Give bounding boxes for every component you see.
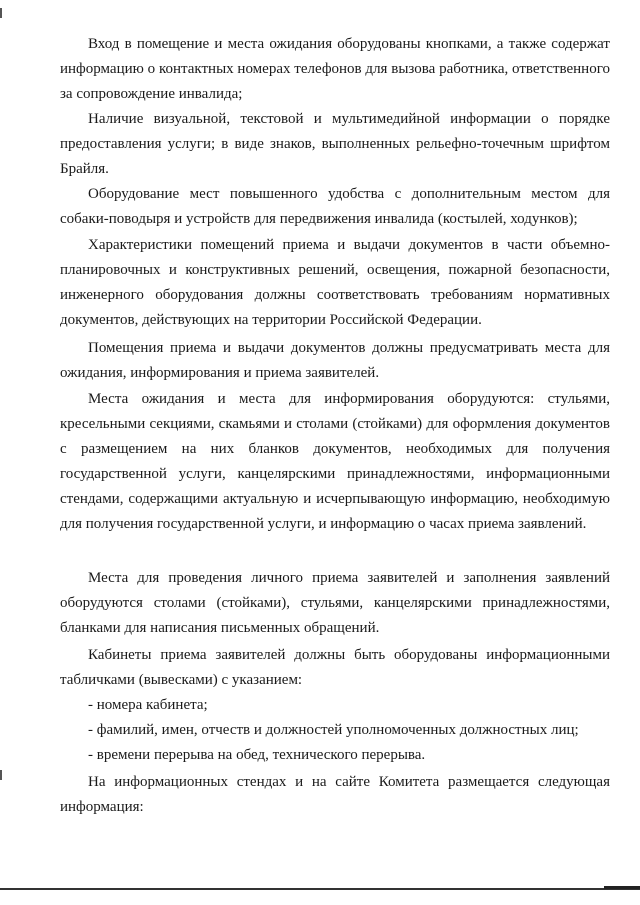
paragraph-personal-reception: Места для проведения личного приема заявителей и заполнения заявлений оборудуются столами (стойками), стульями, канцелярскими принадлежностями, бланками для написания письменных обращений. <box>60 570 610 636</box>
list-item: - номера кабинета; <box>88 697 208 713</box>
paragraph-entrance-buttons: Вход в помещение и места ожидания оборудованы кнопками, а также содержат информацию о контактных номерах телефонов для вызова работника, ответственного за сопровождение инвалида; <box>60 36 610 102</box>
left-margin-mark <box>0 770 2 780</box>
bottom-border-line <box>0 888 640 890</box>
list-item: - фамилий, имен, отчеств и должностей уполномоченных должностных лиц; <box>88 722 579 738</box>
corner-scan-mark <box>604 886 640 889</box>
paragraph-office-signs: Кабинеты приема заявителей должны быть оборудованы информационными табличками (вывесками) с указанием: <box>60 647 610 688</box>
paragraph-premises-characteristics: Характеристики помещений приема и выдачи документов в части объемно-планировочных и конструктивных решений, освещения, пожарной безопасности, инженерного оборудования должны соответствовать требованиям нормативных документов, действующих на территории Российской Федерации. <box>60 237 610 328</box>
paragraph-waiting-places: Места ожидания и места для информирования оборудуются: стульями, кресельными секциями, скамьями и столами (стойками) для оформления документов с размещением на них бланков документов, необходимых для получения государственной услуги, канцелярскими принадлежностями, информационными стендами, содержащими актуальную и исчерпывающую информацию, необходимую для получения государственной услуги, и информацию о часах приема заявлений. <box>60 391 610 532</box>
paragraph-visual-information: Наличие визуальной, текстовой и мультимедийной информации о порядке предоставления услуги; в виде знаков, выполненных рельефно-точечным шрифтом Брайля. <box>60 111 610 177</box>
paragraph-reception-premises: Помещения приема и выдачи документов должны предусматривать места для ожидания, информирования и приема заявителей. <box>60 340 610 381</box>
list-item: - времени перерыва на обед, технического перерыва. <box>88 747 426 763</box>
paragraph-information-stands: На информационных стендах и на сайте Комитета размещается следующая информация: <box>60 774 610 815</box>
left-margin-mark <box>0 8 2 18</box>
paragraph-guide-dog-place: Оборудование мест повышенного удобства с дополнительным местом для собаки-поводыря и устройств для передвижения инвалида (костылей, ходунков); <box>60 186 610 227</box>
